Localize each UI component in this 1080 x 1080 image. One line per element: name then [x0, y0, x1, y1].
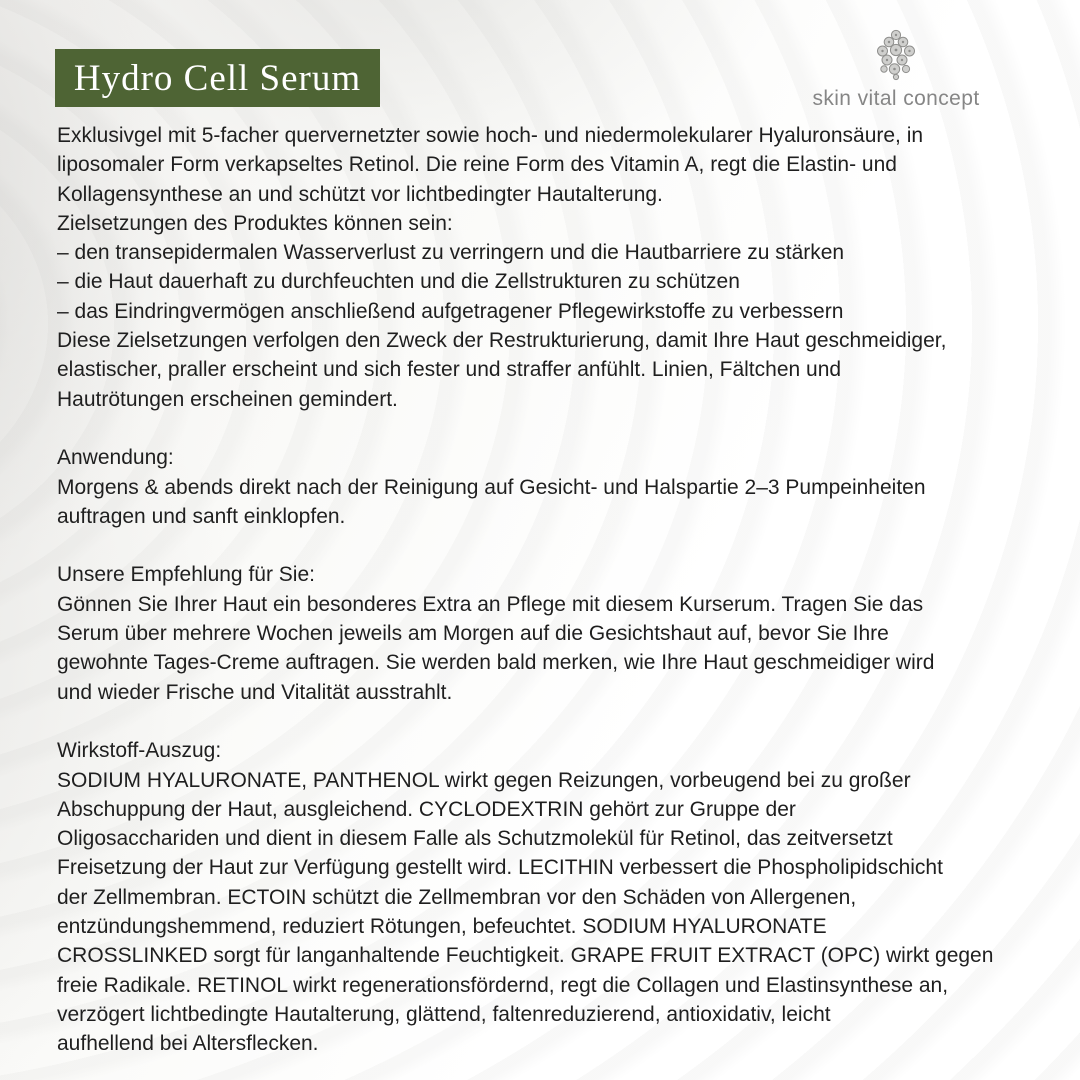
- text-line: auftragen und sanft einklopfen.: [57, 504, 346, 528]
- text-line: elastischer, praller erscheint und sich fester und straffer anfühlt. Linien, Fältchen und: [57, 358, 842, 382]
- text-line: Anwendung:: [57, 446, 174, 470]
- text-line: – den transepidermalen Wasserverlust zu verringern und die Hautbarriere zu stärken: [57, 241, 845, 265]
- text-line: aufhellend bei Altersflecken.: [57, 1032, 319, 1056]
- text-block: [57, 736, 1050, 1058]
- text-line: Abschuppung der Haut, ausgleichend. CYCLODEXTRIN gehört zur Gruppe der: [57, 797, 796, 821]
- text-line: Freisetzung der Haut zur Verfügung gestellt wird. LECITHIN verbessert die Phospholipidschicht: [57, 856, 943, 880]
- text-line: freie Radikale. RETINOL wirkt regenerationsfördernd, regt die Collagen und Elastinsynthese an,: [57, 973, 949, 997]
- text-line: Serum über mehrere Wochen jeweils am Morgen auf die Gesichtshaut auf, bevor Sie Ihre: [57, 622, 889, 646]
- text-block: [57, 560, 1050, 706]
- text-line: und wieder Frische und Vitalität ausstrahlt.: [57, 680, 453, 704]
- text-line: liposomaler Form verkapseltes Retinol. Die reine Form des Vitamin A, regt die Elastin- und: [57, 153, 897, 177]
- text-line: Gönnen Sie Ihrer Haut ein besonderes Extra an Pflege mit diesem Kurserum. Tragen Sie das: [57, 592, 924, 616]
- brand-name: skin vital concept: [812, 87, 980, 110]
- text-block: [57, 121, 1050, 414]
- text-line: Wirkstoff-Auszug:: [57, 739, 222, 763]
- text-line: entzündungshemmend, reduziert Rötungen, befeuchtet. SODIUM HYALURONATE: [57, 915, 827, 939]
- text-line: – das Eindringvermögen anschließend aufgetragener Pflegewirkstoffe zu verbessern: [57, 299, 844, 323]
- page-title: Hydro Cell Serum: [73, 57, 362, 99]
- text-line: Oligosacchariden und dient in diesem Falle als Schutzmolekül für Retinol, das zeitversetzt: [57, 827, 893, 851]
- text-line: SODIUM HYALURONATE, PANTHENOL wirkt gegen Reizungen, vorbeugend bei zu großer: [57, 768, 911, 792]
- text-line: Zielsetzungen des Produktes können sein:: [57, 211, 453, 235]
- text-line: der Zellmembran. ECTOIN schützt die Zellmembran vor den Schäden von Allergenen,: [57, 885, 857, 909]
- text-line: Morgens & abends direkt nach der Reinigung auf Gesicht- und Halspartie 2–3 Pumpeinheiten: [57, 475, 926, 499]
- text-line: – die Haut dauerhaft zu durchfeuchten und die Zellstrukturen zu schützen: [57, 270, 740, 294]
- title-banner: [55, 49, 380, 107]
- text-line: Hautrötungen erscheinen gemindert.: [57, 387, 398, 411]
- text-line: Kollagensynthese an und schützt vor lichtbedingter Hautalterung.: [57, 182, 663, 206]
- text-block: [57, 443, 1050, 531]
- text-line: Unsere Empfehlung für Sie:: [57, 563, 315, 587]
- text-line: CROSSLINKED sorgt für langanhaltende Feuchtigkeit. GRAPE FRUIT EXTRACT (OPC) wirkt gegen: [57, 944, 994, 968]
- brand-logo: [812, 28, 980, 111]
- text-line: gewohnte Tages-Creme auftragen. Sie werden bald merken, wie Ihre Haut geschmeidiger wird: [57, 651, 935, 675]
- text-line: Diese Zielsetzungen verfolgen den Zweck der Restrukturierung, damit Ihre Haut geschmeidiger,: [57, 329, 947, 353]
- body-text: [57, 121, 1050, 1059]
- text-line: Exklusivgel mit 5-facher quervernetzter sowie hoch- und niedermolekularer Hyaluronsäure, in: [57, 124, 924, 147]
- floral-crest-icon: [876, 28, 916, 82]
- text-line: verzögert lichtbedingte Hautalterung, glättend, faltenreduzierend, antioxidativ, leicht: [57, 1002, 831, 1026]
